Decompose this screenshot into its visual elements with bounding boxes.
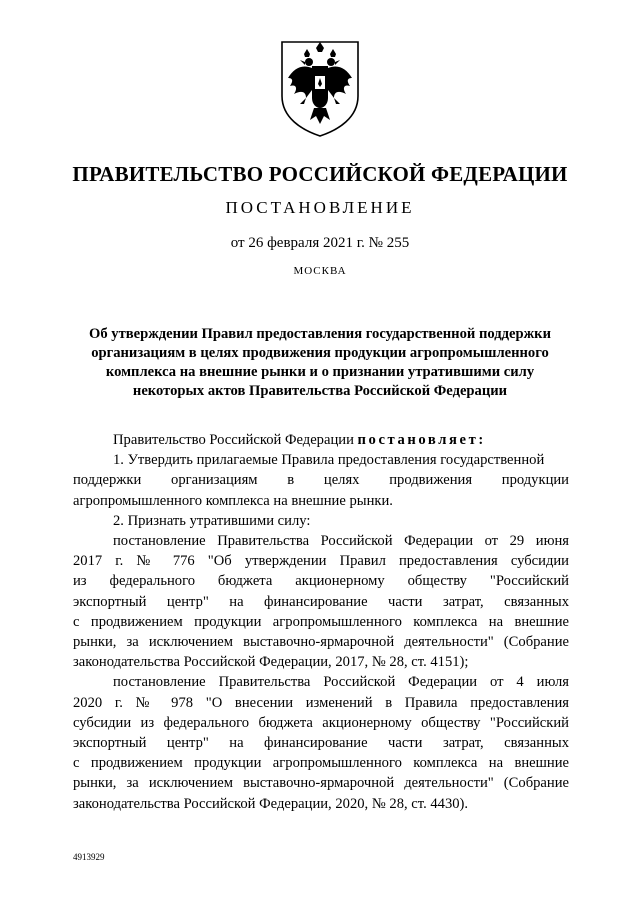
body-line: из федерального бюджета акционерному обществу "Российский (73, 573, 569, 590)
subject-line: некоторых актов Правительства Российской Федерации (132, 383, 508, 399)
body-line: постановление Правительства Российской Федерации от 4 июля (113, 674, 569, 691)
body-line: 1. Утвердить прилагаемые Правила предоставления государственной (113, 452, 545, 469)
date-and-number: от 26 февраля 2021 г. № 255 (230, 235, 410, 251)
document-id: 4913929 (73, 852, 105, 862)
preamble-verb: постановляет: (357, 432, 486, 448)
body-line: с продвижением продукции агропромышленного комплекса на внешние (73, 755, 569, 772)
body-line: 2020 г. № 978 "О внесении изменений в Правила предоставления (73, 694, 569, 711)
government-title: ПРАВИТЕЛЬСТВО РОССИЙСКОЙ ФЕДЕРАЦИИ (72, 162, 568, 186)
subject-line: организациям в целях продвижения продукции агропромышленного (91, 345, 549, 361)
subject-line: Об утверждении Правил предоставления государственной поддержки (88, 326, 551, 342)
document-body (73, 430, 569, 814)
document-subject (60, 325, 580, 401)
body-line: постановление Правительства Российской Федерации от 29 июня (113, 533, 569, 550)
preamble (73, 430, 569, 450)
body-line: законодательства Российской Федерации, 2020, № 28, ст. 4430). (73, 795, 469, 812)
double-headed-eagle-emblem-icon (276, 38, 364, 138)
document-type: ПОСТАНОВЛЕНИЕ (225, 198, 415, 217)
body-line: рынки, за исключением выставочно-ярмарочной деятельности" (Собрание (73, 775, 569, 792)
body-line: с продвижением продукции агропромышленного комплекса на внешние (73, 613, 569, 630)
body-line: 2017 г. № 776 "Об утверждении Правил предоставления субсидии (73, 553, 569, 570)
body-line: агропромышленного комплекса на внешние рынки. (73, 492, 393, 509)
body-line: субсидии из федерального бюджета акционерному обществу "Российский (73, 714, 569, 731)
body-line: экспортный центр" на финансирование части затрат, связанных (73, 735, 569, 752)
body-line: законодательства Российской Федерации, 2017, № 28, ст. 4151); (73, 654, 469, 671)
subject-line: комплекса на внешние рынки и о признании утратившими силу (105, 364, 535, 380)
city: МОСКВА (293, 265, 347, 277)
body-line: рынки, за исключением выставочно-ярмарочной деятельности" (Собрание (73, 634, 569, 651)
preamble-prefix: Правительство Российской Федерации (113, 432, 358, 448)
body-line: 2. Признать утратившими силу: (113, 512, 311, 529)
body-line: поддержки организациям в целях продвижения продукции (73, 472, 569, 489)
body-line: экспортный центр" на финансирование части затрат, связанных (73, 593, 569, 610)
